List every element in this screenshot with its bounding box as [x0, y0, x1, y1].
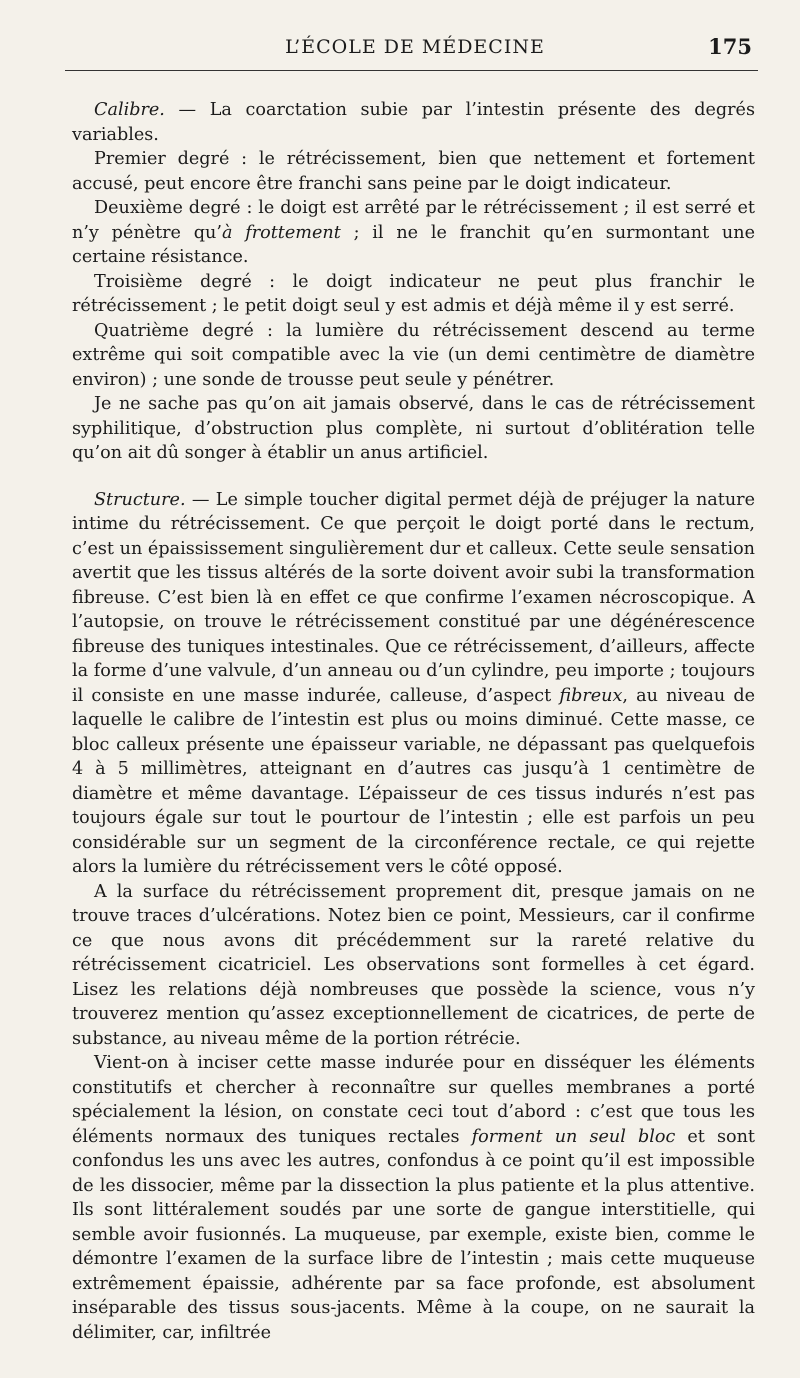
- paragraph-text: Vient-on à inciser cette masse indurée pour en disséquer les éléments constitutifs et chercher à reconnaître sur quelles membranes a porté spécialement la lésion, on constate ceci tout d’abord : c’est que tous les éléments normaux des tuniques rectales: [72, 1053, 755, 1147]
- section-lead-structure: Structure.: [94, 489, 186, 510]
- emphasis: forment un seul bloc: [471, 1126, 676, 1147]
- header-rule: [65, 70, 758, 71]
- page-header: [70, 28, 760, 68]
- body-text: [72, 98, 755, 1345]
- paragraph-syphilitique: [72, 392, 755, 466]
- paragraph-text: Troisième degré : le doigt indicateur ne peut plus franchir le rétrécissement ; le petit doigt seul y est admis et déjà même il y est serré.: [72, 271, 755, 316]
- paragraph-text: Je ne sache pas qu’on ait jamais observé, dans le cas de rétrécissement syphilitique, d’obstruction plus complète, ni surtout d’oblitération telle qu’on ait dû songer à établir un anus artificiel.: [72, 394, 755, 463]
- paragraph-premier-degre: [72, 147, 755, 196]
- emphasis: à frottement: [221, 222, 341, 243]
- paragraph-text: Quatrième degré : la lumière du rétrécissement descend au terme extrême qui soit compatible avec la vie (un demi centimètre de diamètre environ) ; une sonde de trousse peut seule y pénétrer.: [72, 320, 755, 390]
- paragraph-text: et sont confondus les uns avec les autres, confondus à ce point qu’il est impossible de les dissocier, même par la dissection la plus patiente et la plus attentive. Ils sont littéralement soudés par une sorte de gangue interstitielle, qui semble avoir fusionnés. La muqueuse, par exemple, existe bien, comme le démontre l’examen de la surface libre de l’intestin ; mais cette muqueuse extrêmement épaissie, adhérente par sa face profonde, est absolument inséparable des tissus sous-jacents. Même à la coupe, on ne saurait la délimiter, car, infiltrée: [72, 1126, 755, 1343]
- paragraph-quatrieme-degre: [72, 319, 755, 393]
- paragraph-troisieme-degre: [72, 270, 755, 319]
- page-number: 175: [708, 34, 752, 59]
- paragraph-calibre: [72, 98, 755, 147]
- running-title: L’ÉCOLE DE MÉDECINE: [285, 36, 545, 58]
- paragraph-text: ; il ne le franchit qu’en surmontant une certaine résistance.: [72, 222, 755, 267]
- emphasis: fibreux: [559, 685, 623, 706]
- paragraph-surface: [72, 880, 755, 1052]
- paragraph-text: A la surface du rétrécissement proprement dit, presque jamais on ne trouve traces d’ulcérations. Notez bien ce point, Messieurs, car il confirme ce que nous avons dit précédemment sur la rareté relative du rétrécissement cicatriciel. Les observations sont formelles à cet égard. Lisez les relations déjà nombreuses que possède la science, vous n’y trouverez mention qu’assez exceptionnellement de cicatrices, de perte de substance, au niveau même de la portion rétrécie.: [72, 881, 755, 1049]
- paragraph-text: — Le simple toucher digital permet déjà de préjuger la nature intime du rétrécissement. Ce que perçoit le doigt porté dans le rectum, c’est un épaississement singulièrement dur et calleux. Cette seule sensation avertit que les tissus altérés de la sorte doivent avoir subi la transformation fibreuse. C’est bien là en effet ce que confirme l’examen nécroscopique. A l’autopsie, on trouve le rétrécissement constitué par une dégénérescence fibreuse des tuniques intestinales. Que ce rétrécissement, d’ailleurs, affecte la forme d’une valvule, d’un anneau ou d’un cylindre, peu importe ; toujours il consiste en une masse indurée, calleuse, d’aspect: [72, 489, 755, 706]
- paragraph-text: Premier degré : le rétrécissement, bien que nettement et fortement accusé, peut encore être franchi sans peine par le doigt indicateur.: [72, 149, 755, 194]
- paragraph-deuxieme-degre: [72, 196, 755, 270]
- paragraph-text: Deuxième degré : le doigt est arrêté par le rétrécissement ; il est serré et n’y pénètre qu’: [72, 198, 755, 243]
- paragraph-text: , au niveau de laquelle le calibre de l’intestin est plus ou moins diminué. Cette masse, ce bloc calleux présente une épaisseur variable, ne dépassant pas quelquefois 4 à 5 millimètres, atteignant en d’autres cas jusqu’à 1 centimètre de diamètre et même davantage. L’épaisseur de ces tissus indurés n’est pas toujours égale sur tout le pourtour de l’intestin ; elle est parfois un peu considérable sur un segment de la circonférence rectale, ce qui rejette alors la lumière du rétrécissement vers le côté opposé.: [72, 685, 755, 877]
- section-lead-calibre: Calibre.: [94, 100, 165, 120]
- paragraph-text: — La coarctation subie par l’intestin présente des degrés variables.: [72, 100, 755, 145]
- paragraph-structure: [72, 488, 755, 880]
- paragraph-inciser: [72, 1051, 755, 1345]
